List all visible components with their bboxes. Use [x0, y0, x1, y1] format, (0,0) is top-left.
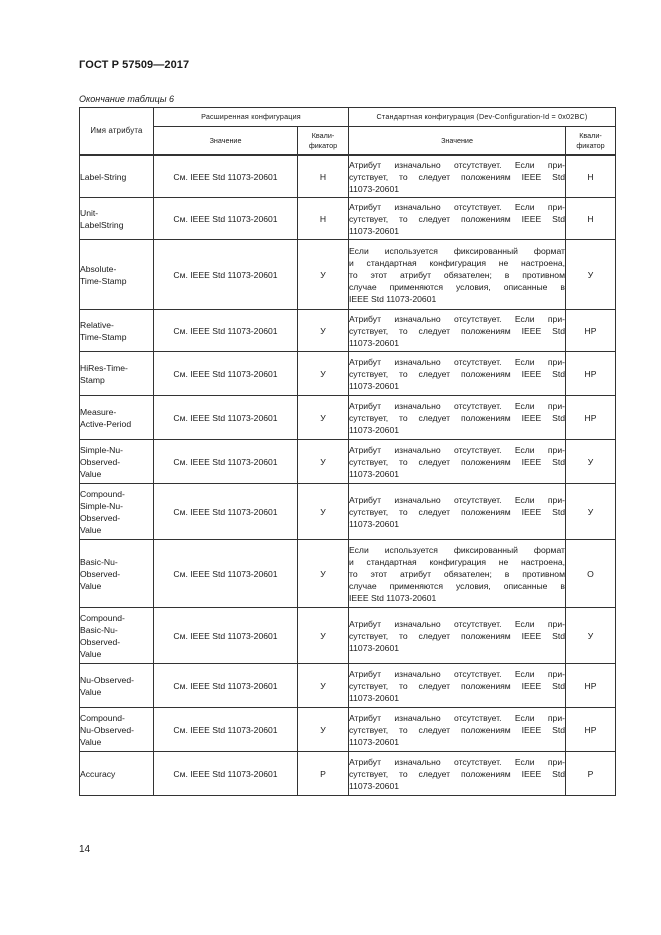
- standard-value-line: Атрибут изначально отсутствует. Если при-: [349, 159, 565, 170]
- standard-value-line: сутствует, то следует положениям IEEE Std: [349, 213, 565, 224]
- standard-value-line: Атрибут изначально отсутствует. Если при-: [349, 201, 565, 212]
- attribute-name-cell: [80, 156, 154, 198]
- extended-qualifier-cell: Н: [298, 198, 349, 240]
- standard-value-line: 11073-20601: [349, 380, 400, 391]
- attribute-name-line: Nu-Observed-: [80, 724, 134, 735]
- table-row: [80, 608, 616, 664]
- attribute-name-line: Basic-Nu-: [80, 556, 118, 567]
- table-body: [80, 156, 616, 796]
- extended-qualifier-cell: У: [298, 310, 349, 352]
- extended-value-cell: См. IEEE Std 11073-20601: [154, 664, 298, 708]
- attribute-name-line: Value: [80, 686, 102, 697]
- standard-value-line: 11073-20601: [349, 692, 400, 703]
- extended-value-cell: См. IEEE Std 11073-20601: [154, 198, 298, 240]
- qualifier-header-line: фикатор: [576, 140, 605, 150]
- standard-value-line: 11073-20601: [349, 468, 400, 479]
- column-group-standard-config: Стандартная конфигурация (Dev-Configuration-Id = 0x02BC): [349, 108, 616, 127]
- standard-value-line: сутствует, то следует положениям IEEE Std: [349, 630, 565, 641]
- standard-value-line: сутствует, то следует положениям IEEE Std: [349, 325, 565, 336]
- table-header-row-1: [80, 108, 616, 127]
- standard-value-line: случае применяются условия, описанные в: [349, 281, 565, 292]
- attribute-name-line: Nu-Observed-: [80, 674, 134, 685]
- table-row: [80, 240, 616, 310]
- table-row: [80, 540, 616, 608]
- extended-value-cell: См. IEEE Std 11073-20601: [154, 310, 298, 352]
- attribute-name-line: Compound-: [80, 712, 125, 723]
- attribute-name-line: Compound-: [80, 612, 125, 623]
- standard-qualifier-cell: НР: [566, 310, 616, 352]
- standard-value-line: сутствует, то следует положениям IEEE Std: [349, 680, 565, 691]
- standard-value-line: 11073-20601: [349, 642, 400, 653]
- table-row: [80, 310, 616, 352]
- extended-qualifier-cell: У: [298, 352, 349, 396]
- standard-value-line: 11073-20601: [349, 225, 400, 236]
- standard-value-line: 11073-20601: [349, 337, 400, 348]
- standard-value-line: 11073-20601: [349, 183, 400, 194]
- standard-value-line: Атрибут изначально отсутствует. Если при-: [349, 400, 565, 411]
- column-group-extended-config: Расширенная конфигурация: [154, 108, 349, 127]
- column-header-ext-qualifier: [298, 127, 349, 155]
- attribute-name-line: Simple-Nu-: [80, 444, 123, 455]
- attribute-name-line: Relative-: [80, 319, 114, 330]
- attribute-name-line: Time-Stamp: [80, 275, 127, 286]
- standard-value-line: Атрибут изначально отсутствует. Если при-: [349, 618, 565, 629]
- standard-qualifier-cell: НР: [566, 708, 616, 752]
- standard-value-cell: [349, 352, 566, 396]
- document-header: ГОСТ Р 57509—2017: [79, 59, 190, 71]
- table-caption: Окончание таблицы 6: [79, 94, 174, 104]
- standard-value-line: и стандартная конфигурация не настроена,: [349, 257, 565, 268]
- extended-value-cell: См. IEEE Std 11073-20601: [154, 352, 298, 396]
- standard-value-line: IEEE Std 11073-20601: [349, 293, 437, 304]
- standard-qualifier-cell: НР: [566, 664, 616, 708]
- standard-value-line: IEEE Std 11073-20601: [349, 592, 437, 603]
- attribute-name-line: Unit-: [80, 207, 99, 218]
- standard-value-line: Атрибут изначально отсутствует. Если при-: [349, 668, 565, 679]
- extended-value-cell: См. IEEE Std 11073-20601: [154, 540, 298, 608]
- attribute-name-line: Value: [80, 648, 102, 659]
- standard-value-cell: [349, 664, 566, 708]
- attribute-name-line: Absolute-: [80, 263, 117, 274]
- table-row: [80, 752, 616, 796]
- extended-value-cell: См. IEEE Std 11073-20601: [154, 608, 298, 664]
- column-header-attribute-name: Имя атрибута: [80, 108, 154, 155]
- extended-value-cell: См. IEEE Std 11073-20601: [154, 484, 298, 540]
- attribute-name-cell: [80, 484, 154, 540]
- standard-value-cell: [349, 752, 566, 796]
- page-number: 14: [79, 844, 91, 855]
- attribute-table: [79, 107, 616, 796]
- table-row: [80, 708, 616, 752]
- standard-value-cell: [349, 440, 566, 484]
- attribute-name-cell: [80, 310, 154, 352]
- column-header-std-value: Значение: [349, 127, 566, 155]
- attribute-name-cell: [80, 664, 154, 708]
- standard-qualifier-cell: У: [566, 440, 616, 484]
- standard-value-line: сутствует, то следует положениям IEEE Std: [349, 506, 565, 517]
- standard-value-line: Атрибут изначально отсутствует. Если при-: [349, 712, 565, 723]
- standard-qualifier-cell: Н: [566, 198, 616, 240]
- standard-qualifier-cell: Н: [566, 156, 616, 198]
- table-row: [80, 396, 616, 440]
- extended-qualifier-cell: У: [298, 708, 349, 752]
- attribute-name-cell: [80, 608, 154, 664]
- standard-qualifier-cell: НР: [566, 396, 616, 440]
- attribute-name-cell: [80, 708, 154, 752]
- standard-value-line: то этот атрибут обязателен; в противном: [349, 269, 565, 280]
- standard-value-cell: [349, 156, 566, 198]
- standard-value-line: Если используется фиксированный формат: [349, 245, 565, 256]
- standard-value-cell: [349, 484, 566, 540]
- attribute-name-line: HiRes-Time-: [80, 362, 128, 373]
- table-row: [80, 664, 616, 708]
- attribute-name-line: LabelString: [80, 219, 124, 230]
- extended-qualifier-cell: У: [298, 540, 349, 608]
- extended-value-cell: См. IEEE Std 11073-20601: [154, 708, 298, 752]
- attribute-name-cell: [80, 396, 154, 440]
- standard-value-line: сутствует, то следует положениям IEEE Std: [349, 171, 565, 182]
- attribute-name-cell: [80, 198, 154, 240]
- attribute-name-line: Basic-Nu-: [80, 624, 118, 635]
- extended-value-cell: См. IEEE Std 11073-20601: [154, 752, 298, 796]
- standard-value-line: Если используется фиксированный формат: [349, 544, 565, 555]
- standard-value-line: Атрибут изначально отсутствует. Если при-: [349, 313, 565, 324]
- standard-value-line: сутствует, то следует положениям IEEE Std: [349, 724, 565, 735]
- attribute-name-line: Simple-Nu-: [80, 500, 123, 511]
- standard-value-line: случае применяются условия, описанные в: [349, 580, 565, 591]
- table-row: [80, 156, 616, 198]
- standard-value-line: Атрибут изначально отсутствует. Если при-: [349, 444, 565, 455]
- attribute-name-line: Measure-: [80, 406, 117, 417]
- attribute-name-cell: [80, 240, 154, 310]
- extended-qualifier-cell: У: [298, 240, 349, 310]
- extended-qualifier-cell: Р: [298, 752, 349, 796]
- attribute-name-line: Observed-: [80, 512, 121, 523]
- standard-value-cell: [349, 608, 566, 664]
- extended-qualifier-cell: У: [298, 440, 349, 484]
- standard-qualifier-cell: Р: [566, 752, 616, 796]
- attribute-name-line: Value: [80, 736, 102, 747]
- attribute-name-cell: [80, 752, 154, 796]
- table-row: [80, 198, 616, 240]
- standard-value-line: сутствует, то следует положениям IEEE Std: [349, 412, 565, 423]
- attribute-name-line: Accuracy: [80, 768, 116, 779]
- standard-value-line: 11073-20601: [349, 518, 400, 529]
- standard-qualifier-cell: У: [566, 240, 616, 310]
- attribute-name-cell: [80, 440, 154, 484]
- standard-value-cell: [349, 708, 566, 752]
- standard-qualifier-cell: У: [566, 484, 616, 540]
- table-row: [80, 352, 616, 396]
- standard-value-cell: [349, 310, 566, 352]
- standard-qualifier-cell: НР: [566, 352, 616, 396]
- standard-value-line: 11073-20601: [349, 424, 400, 435]
- standard-value-line: 11073-20601: [349, 736, 400, 747]
- attribute-name-line: Observed-: [80, 456, 121, 467]
- extended-value-cell: См. IEEE Std 11073-20601: [154, 396, 298, 440]
- column-header-std-qualifier: [566, 127, 616, 155]
- extended-qualifier-cell: У: [298, 484, 349, 540]
- attribute-name-line: Observed-: [80, 568, 121, 579]
- attribute-name-line: Value: [80, 580, 102, 591]
- attribute-name-line: Value: [80, 468, 102, 479]
- extended-qualifier-cell: Н: [298, 156, 349, 198]
- qualifier-header-line: фикатор: [308, 140, 338, 150]
- table-row: [80, 484, 616, 540]
- attribute-name-line: Time-Stamp: [80, 331, 127, 342]
- standard-qualifier-cell: О: [566, 540, 616, 608]
- standard-value-line: то этот атрибут обязателен; в противном: [349, 568, 565, 579]
- attribute-name-line: Label-String: [80, 171, 127, 182]
- standard-value-line: Атрибут изначально отсутствует. Если при-: [349, 756, 565, 767]
- attribute-name-line: Active-Period: [80, 418, 132, 429]
- standard-value-cell: [349, 396, 566, 440]
- standard-value-line: сутствует, то следует положениям IEEE Std: [349, 456, 565, 467]
- extended-value-cell: См. IEEE Std 11073-20601: [154, 240, 298, 310]
- standard-qualifier-cell: У: [566, 608, 616, 664]
- standard-value-line: Атрибут изначально отсутствует. Если при-: [349, 356, 565, 367]
- extended-qualifier-cell: У: [298, 608, 349, 664]
- extended-qualifier-cell: У: [298, 664, 349, 708]
- attribute-name-line: Observed-: [80, 636, 121, 647]
- standard-value-line: Атрибут изначально отсутствует. Если при-: [349, 494, 565, 505]
- attribute-name-line: Compound-: [80, 488, 125, 499]
- standard-value-line: сутствует, то следует положениям IEEE Std: [349, 368, 565, 379]
- standard-value-line: и стандартная конфигурация не настроена,: [349, 556, 565, 567]
- standard-value-line: сутствует, то следует положениям IEEE Std: [349, 768, 565, 779]
- qualifier-header-line: Квали-: [579, 130, 602, 140]
- standard-value-cell: [349, 198, 566, 240]
- table-header-row-2: [80, 127, 616, 155]
- attribute-name-line: Stamp: [80, 374, 105, 385]
- attribute-name-cell: [80, 540, 154, 608]
- qualifier-header-line: Квали-: [311, 130, 335, 140]
- extended-qualifier-cell: У: [298, 396, 349, 440]
- extended-value-cell: См. IEEE Std 11073-20601: [154, 156, 298, 198]
- standard-value-line: 11073-20601: [349, 780, 400, 791]
- standard-value-cell: [349, 240, 566, 310]
- column-header-ext-value: Значение: [154, 127, 298, 155]
- extended-value-cell: См. IEEE Std 11073-20601: [154, 440, 298, 484]
- standard-value-cell: [349, 540, 566, 608]
- attribute-name-cell: [80, 352, 154, 396]
- attribute-name-line: Value: [80, 524, 102, 535]
- table-row: [80, 440, 616, 484]
